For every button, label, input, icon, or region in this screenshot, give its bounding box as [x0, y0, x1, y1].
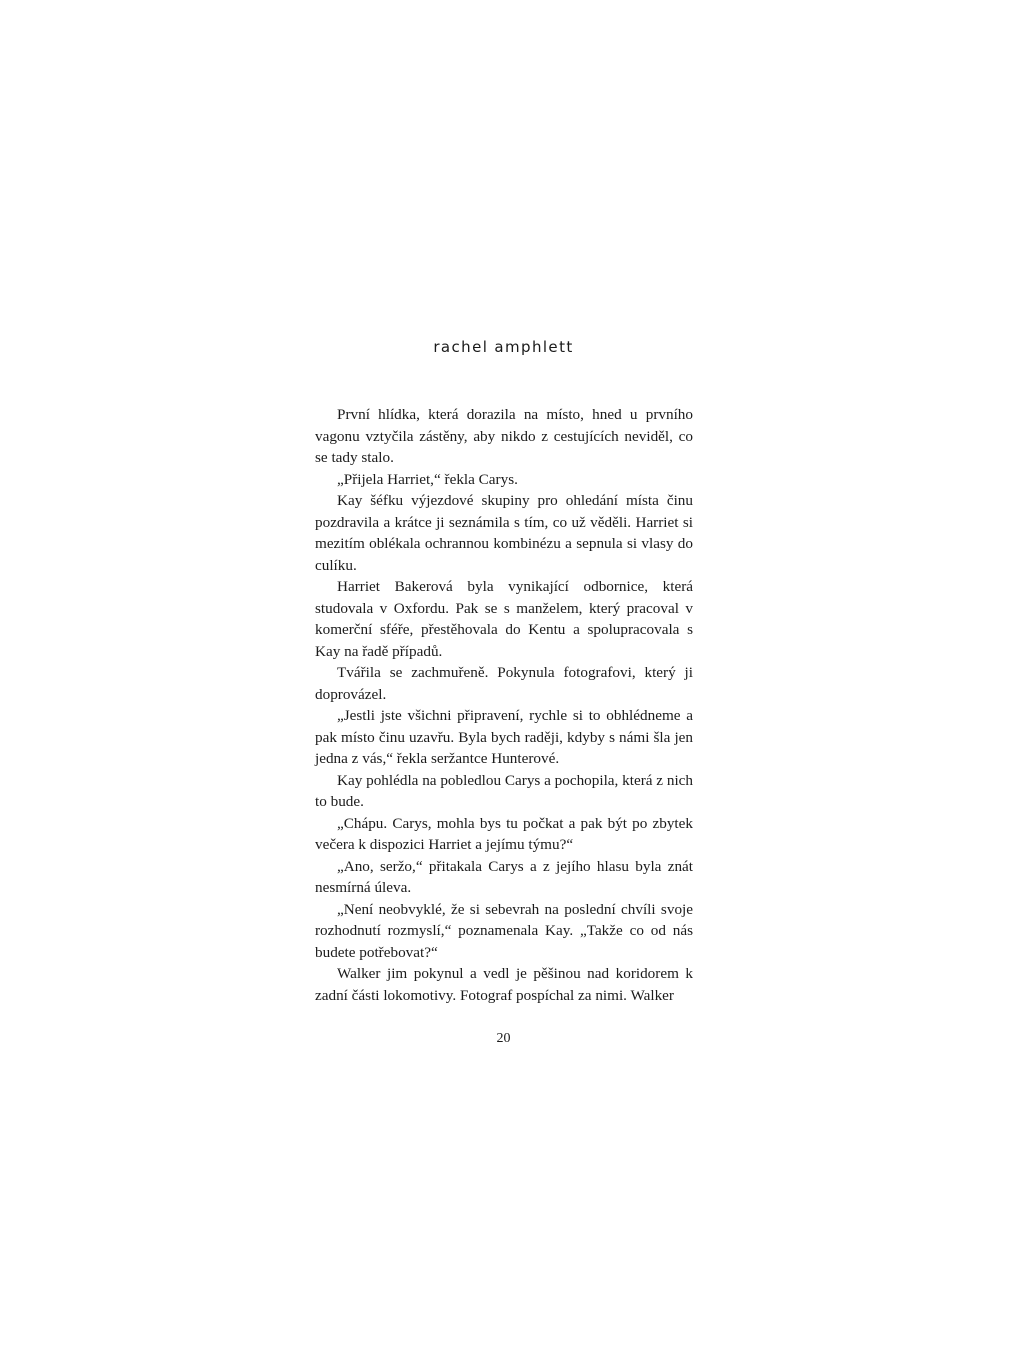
paragraph: Walker jim pokynul a vedl je pěšinou nad koridorem k zadní části lokomotivy. Fotograf pospíchal za nimi. Walker — [315, 965, 693, 1004]
page-number: 20 — [496, 1031, 511, 1046]
paragraph: První hlídka, která dorazila na místo, hned u prvního vagonu vztyčila zástěny, aby nikdo z cestujících neviděl, co se tady stalo. — [315, 406, 693, 466]
paragraph: Kay pohlédla na pobledlou Carys a pochopila, která z nich to bude. — [315, 771, 693, 810]
body-text — [315, 404, 693, 1006]
paragraph: „Ano, seržo,“ přitakala Carys a z jejího hlasu byla znát nesmírná úleva. — [315, 857, 693, 896]
paragraph: Harriet Bakerová byla vynikající odbornice, která studovala v Oxfordu. Pak se s manželem, který pracoval v komerční sféře, přestěhovala do Kentu a spolupracovala s Kay na řadě případů. — [315, 578, 693, 660]
paragraph: Kay šéfku výjezdové skupiny pro ohledání místa činu pozdravila a krátce ji seznámila s tím, co už věděli. Harriet si mezitím oblékala ochrannou kombinézu a sepnula si vlasy do culíku. — [315, 492, 693, 574]
paragraph: „Není neobvyklé, že si sebevrah na poslední chvíli svoje rozhodnutí rozmyslí,“ poznamenala Kay. „Takže co od nás budete potřebovat?“ — [315, 900, 693, 961]
paragraph: Tvářila se zachmuřeně. Pokynula fotografovi, který ji doprovázel. — [315, 664, 693, 703]
paragraph: „Přijela Harriet,“ řekla Carys. — [337, 470, 518, 488]
paragraph: „Jestli jste všichni připravení, rychle si to obhlédneme a pak místo činu uzavřu. Byla bych raději, kdyby s námi šla jen jedna z vás,“ řekla seržantce Hunterové. — [315, 707, 693, 767]
running-head-author: rachel amphlett — [433, 338, 574, 356]
paragraph: „Chápu. Carys, mohla bys tu počkat a pak být po zbytek večera k dispozici Harriet a jejímu týmu?“ — [315, 814, 693, 853]
